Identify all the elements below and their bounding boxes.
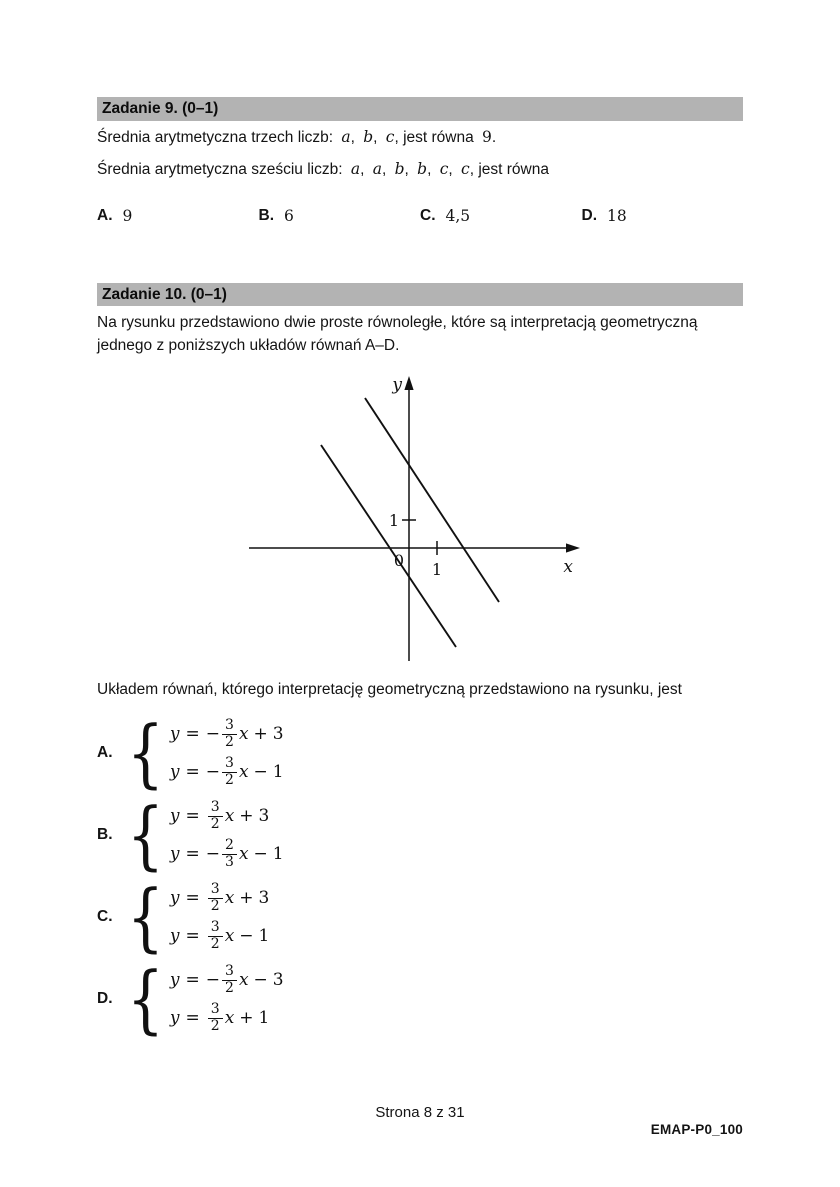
numerator: 3: [225, 755, 234, 772]
equation-option-a: [97, 709, 743, 797]
denominator: 2: [222, 772, 237, 788]
system-brace: {: [127, 955, 164, 1043]
var-y: y: [169, 970, 180, 991]
x-axis-arrow: [566, 544, 580, 553]
answer-value: 6: [284, 206, 294, 225]
answer-option-b: [259, 207, 421, 225]
text-segment: ,: [448, 161, 458, 179]
option-label: A.: [97, 744, 113, 762]
equation-option-b: [97, 791, 743, 879]
constant: 1: [272, 844, 284, 865]
var-x: x: [224, 926, 235, 947]
var-y: y: [169, 724, 180, 745]
var-y: y: [169, 844, 180, 865]
denominator: 2: [222, 980, 237, 996]
system-brace: {: [127, 873, 164, 961]
equation-2: [170, 835, 284, 873]
equals-sign: =: [185, 926, 200, 947]
fraction: [222, 718, 237, 750]
var-y: y: [169, 926, 180, 947]
answer-option-d: [582, 207, 744, 225]
answer-option-a: [97, 207, 259, 225]
text-segment: , jest równa: [394, 128, 479, 146]
system-brace: {: [127, 709, 164, 797]
numerator: 2: [225, 837, 234, 854]
var-y: y: [169, 762, 180, 783]
origin-label: 0: [393, 551, 404, 571]
equals-sign: =: [185, 888, 200, 909]
equals-sign: =: [185, 806, 200, 827]
text-segment: b: [363, 127, 374, 146]
text-segment: c: [385, 127, 395, 146]
answer-value: 4,5: [445, 206, 471, 225]
answer-value: 9: [122, 206, 133, 225]
task10-question: Układem równań, którego interpretację geometryczną przedstawiono na rysunku, jest: [97, 681, 682, 699]
var-y: y: [169, 806, 180, 827]
task10-intro-line1: Na rysunku przedstawiono dwie proste równoległe, które są interpretacją geometryczną: [97, 314, 698, 332]
var-x: x: [238, 724, 249, 745]
line-y-intercept-minus1: [321, 445, 456, 647]
text-segment: .: [491, 128, 497, 146]
constant: 1: [258, 1008, 270, 1029]
y-tick-label: 1: [388, 511, 399, 531]
x-tick-label: 1: [431, 560, 443, 580]
text-segment: c: [439, 160, 449, 179]
task9-line1: [97, 128, 743, 147]
text-segment: a: [350, 160, 361, 179]
equals-sign: =: [185, 1008, 200, 1029]
option-label: C.: [97, 908, 113, 926]
numerator: 3: [225, 717, 234, 734]
equation-option-d: [97, 955, 743, 1043]
constant: 3: [258, 888, 270, 909]
var-y: y: [169, 888, 180, 909]
denominator: 2: [208, 936, 223, 952]
equation-2: [170, 753, 284, 791]
text-segment: ,: [381, 161, 391, 179]
numerator: 3: [210, 1001, 220, 1018]
equation-2: [170, 917, 269, 955]
fraction: [222, 756, 237, 788]
operator: +: [239, 1008, 254, 1029]
fraction: [208, 882, 223, 914]
text-segment: ,: [427, 161, 436, 179]
denominator: 2: [222, 734, 237, 750]
operator: −: [253, 844, 268, 865]
y-axis-label: y: [392, 375, 402, 396]
denominator: 2: [208, 1018, 223, 1034]
constant: 3: [272, 970, 284, 991]
task10-header: Zadanie 10. (0–1): [97, 283, 743, 307]
operator: +: [253, 724, 268, 745]
task9-header: Zadanie 9. (0–1): [97, 97, 743, 121]
text-segment: b: [417, 160, 428, 179]
var-x: x: [224, 888, 235, 909]
parallel-lines-graph: [249, 375, 583, 667]
equation-system: [170, 797, 284, 873]
text-segment: Średnia arytmetyczna trzech liczb:: [97, 128, 338, 146]
x-axis-label: x: [563, 557, 573, 578]
equation-option-c: [97, 873, 743, 961]
page-number: Strona 8 z 31: [375, 1104, 465, 1121]
answer-label: A.: [97, 206, 113, 224]
option-label: B.: [97, 826, 113, 844]
numerator: 3: [210, 799, 220, 816]
text-segment: , jest równa: [469, 161, 549, 179]
task9-line2: [97, 160, 743, 179]
numerator: 3: [225, 963, 234, 980]
operator: −: [253, 762, 268, 783]
denominator: 2: [208, 898, 223, 914]
fraction: [208, 920, 223, 952]
equals-sign: =: [185, 970, 200, 991]
var-x: x: [224, 806, 235, 827]
var-x: x: [238, 844, 249, 865]
equation-1: [170, 879, 269, 917]
answer-label: C.: [420, 206, 436, 224]
operator: +: [239, 806, 254, 827]
fraction: [208, 1002, 223, 1034]
equals-sign: =: [185, 844, 200, 865]
minus-sign: −: [205, 724, 221, 745]
page-content: [97, 97, 743, 1043]
system-brace: {: [127, 791, 164, 879]
operator: +: [239, 888, 254, 909]
text-segment: ,: [350, 128, 360, 146]
y-axis-arrow: [404, 376, 413, 390]
text-segment: ,: [373, 128, 382, 146]
text-segment: Średnia arytmetyczna sześciu liczb:: [97, 161, 347, 179]
equation-1: [170, 797, 284, 835]
text-segment: c: [461, 160, 470, 179]
option-label: D.: [97, 990, 113, 1008]
equation-1: [170, 961, 284, 999]
task10-intro-line2: jednego z poniższych układów równań A–D.: [97, 336, 400, 354]
equation-system: [170, 879, 269, 955]
minus-sign: −: [205, 844, 221, 865]
fraction: [222, 964, 237, 996]
equation-1: [170, 715, 284, 753]
numerator: 3: [210, 881, 220, 898]
var-x: x: [238, 970, 249, 991]
text-segment: ,: [360, 161, 369, 179]
var-x: x: [224, 1008, 235, 1029]
answer-label: D.: [581, 206, 597, 224]
equals-sign: =: [185, 762, 200, 783]
var-x: x: [238, 762, 249, 783]
fraction: [222, 838, 237, 870]
constant: 3: [258, 806, 270, 827]
denominator: 2: [208, 816, 223, 832]
answer-value: 18: [607, 206, 627, 225]
equation-2: [170, 999, 284, 1037]
minus-sign: −: [205, 970, 221, 991]
equation-system: [170, 715, 284, 791]
operator: −: [239, 926, 254, 947]
constant: 1: [258, 926, 270, 947]
text-segment: a: [341, 127, 351, 146]
denominator: 3: [222, 854, 237, 870]
operator: −: [253, 970, 268, 991]
fraction: [208, 800, 223, 832]
equals-sign: =: [185, 724, 200, 745]
answer-option-c: [420, 207, 582, 225]
numerator: 3: [210, 919, 220, 936]
minus-sign: −: [205, 762, 221, 783]
text-segment: a: [372, 160, 382, 179]
text-segment: 9: [482, 127, 492, 146]
task9-answers: [97, 207, 743, 225]
text-segment: b: [394, 160, 405, 179]
task10-options: [97, 709, 743, 1043]
equation-system: [170, 961, 284, 1037]
text-segment: ,: [404, 161, 414, 179]
answer-label: B.: [258, 206, 274, 224]
constant: 3: [272, 724, 284, 745]
var-y: y: [169, 1008, 180, 1029]
document-code: EMAP-P0_100: [650, 1122, 743, 1137]
constant: 1: [272, 762, 284, 783]
